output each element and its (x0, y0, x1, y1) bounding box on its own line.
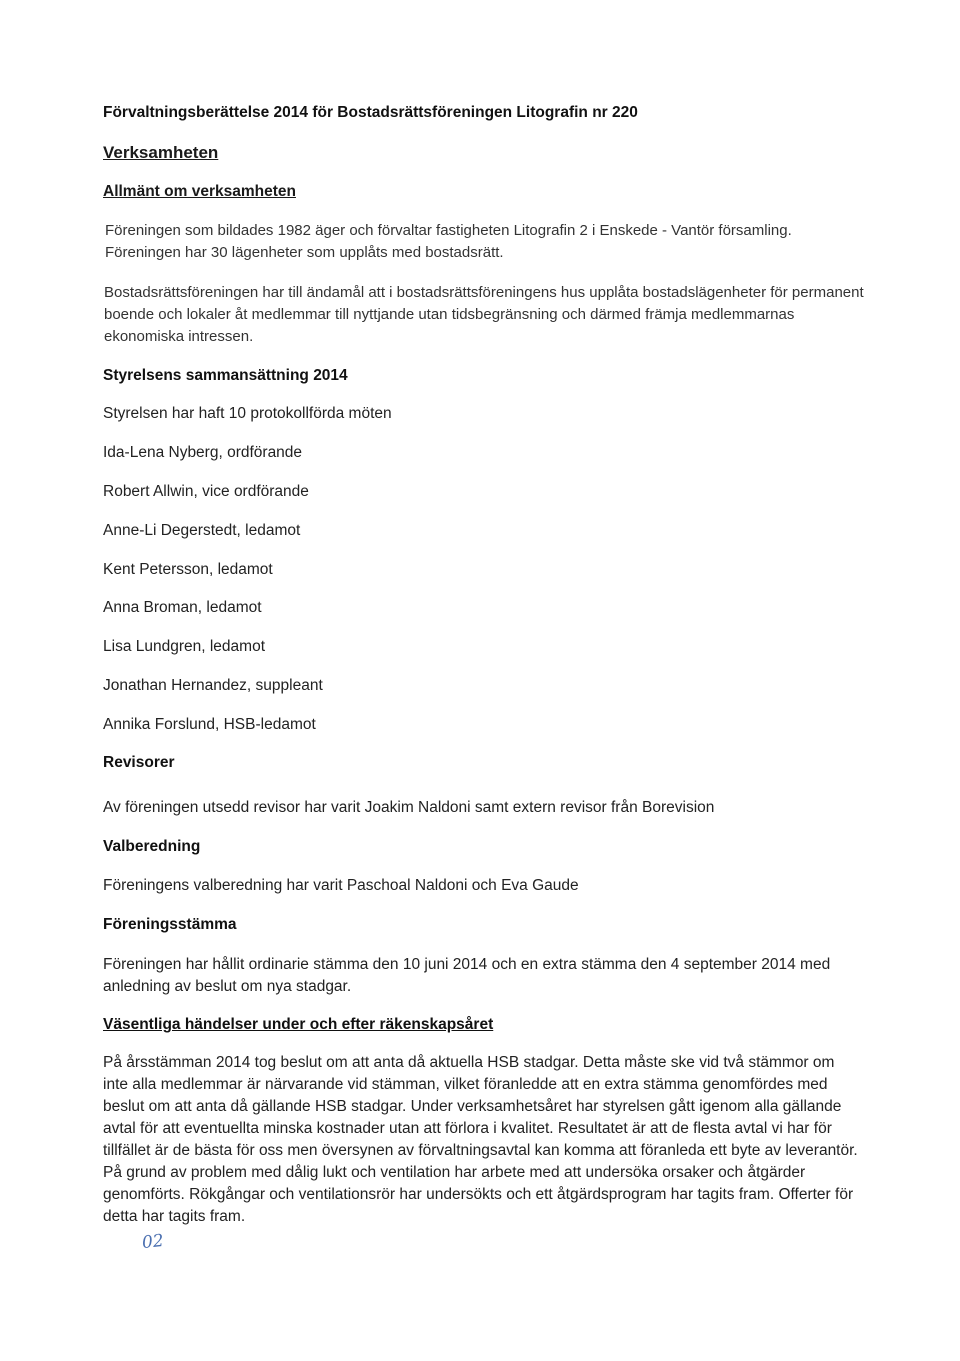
paragraph-general-2: Bostadsrättsföreningen har till ändamål att i bostadsrättsföreningens hus upplåta bostadslägenheter för permanent boende och lokaler åt medlemmar till nyttjande utan tidsbegränsning och därmed främja medlemmarnas ekonomiska intressen. (104, 284, 864, 345)
auditors-heading: Revisorer (103, 754, 175, 771)
board-member: Lisa Lundgren, ledamot (103, 638, 266, 655)
events-text: På årsstämman 2014 tog beslut om att anta då aktuella HSB stadgar. Detta måste ske vid två stämmor om inte alla medlemmar är närvarande vid stämman, vilket föranledde att en extra stämma genomfördes med beslut om att anta då gällande HSB stadgar. Under verksamhetsåret har styrelsen gått igenom alla gällande avtal för att eventuellta minska kostnader utan att förlora i kvalitet. Resultatet är att de flesta avtal vi har för tillfället är de bästa för oss men översynen av förvaltningsavtal kan komma att föranleda ett byte av leverantör. På grund av problem med dålig lukt och ventilation har arbete med att undersöka orsaker och åtgärder genomförts. Rökgångar och ventilationsrör har undersökts och ett åtgärdsprogram har tagits fram. Offerter för detta har tagits fram. (103, 1054, 858, 1225)
events-heading: Väsentliga händelser under och efter räkenskapsåret (103, 1016, 494, 1033)
board-heading: Styrelsens sammansättning 2014 (103, 367, 348, 384)
nomination-heading: Valberedning (103, 838, 201, 855)
subsection-heading-general: Allmänt om verksamheten (103, 183, 296, 200)
document-title: Förvaltningsberättelse 2014 för Bostadsrättsföreningen Litografin nr 220 (103, 104, 638, 121)
board-member: Kent Petersson, ledamot (103, 561, 273, 578)
board-member: Jonathan Hernandez, suppleant (103, 677, 323, 694)
board-member: Robert Allwin, vice ordförande (103, 483, 309, 500)
board-meetings-text: Styrelsen har haft 10 protokollförda möten (103, 405, 392, 422)
board-member: Annika Forslund, HSB-ledamot (103, 716, 316, 733)
auditors-text: Av föreningen utsedd revisor har varit Joakim Naldoni samt extern revisor från Borevision (103, 799, 715, 816)
meeting-text: Föreningen har hållit ordinarie stämma den 10 juni 2014 och en extra stämma den 4 september 2014 med anledning av beslut om nya stadgar. (103, 956, 831, 995)
board-member: Ida-Lena Nyberg, ordförande (103, 444, 303, 461)
handwritten-initials: 02 (141, 1230, 165, 1254)
board-member: Anne-Li Degerstedt, ledamot (103, 522, 301, 539)
section-heading-verksamheten: Verksamheten (103, 143, 219, 162)
board-member: Anna Broman, ledamot (103, 599, 262, 616)
paragraph-general-1: Föreningen som bildades 1982 äger och förvaltar fastigheten Litografin 2 i Enskede - Vantör församling. Föreningen har 30 lägenheter som upplåts med bostadsrätt. (105, 222, 792, 261)
nomination-text: Föreningens valberedning har varit Paschoal Naldoni och Eva Gaude (103, 877, 579, 894)
meeting-heading: Föreningsstämma (103, 916, 237, 933)
